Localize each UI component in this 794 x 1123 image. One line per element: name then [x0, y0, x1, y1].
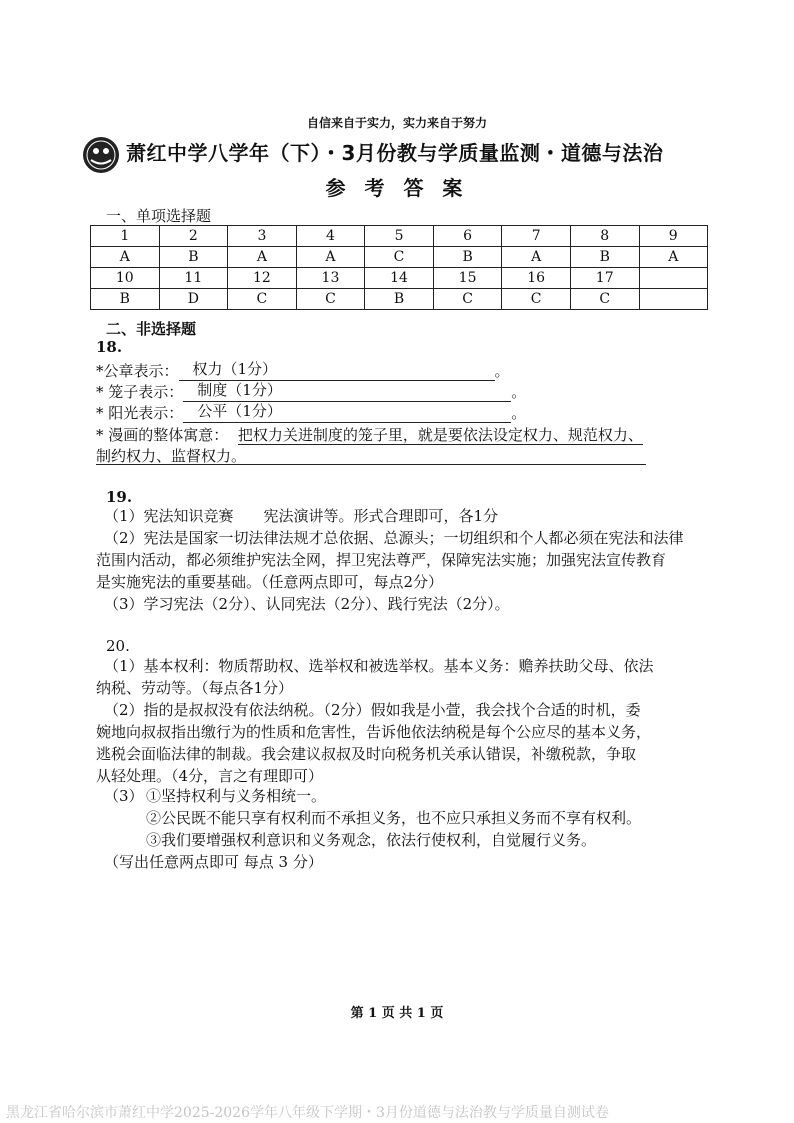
table-cell: 2 [159, 226, 228, 247]
q18-overall-line-2-row [96, 445, 646, 465]
table-cell: A [228, 247, 297, 268]
table-cell: 4 [296, 226, 365, 247]
q18-item-sunlight [96, 402, 526, 423]
q20-line: （1）基本权利：物质帮助权、选举权和被选举权。基本义务：赡养扶助父母、依法 [104, 657, 654, 675]
table-row [91, 226, 708, 247]
q19-line: 范围内活动，都必须维护宪法全网，捍卫宪法尊严，保障宪法实施；加强宪法宣传教育 [96, 551, 667, 569]
table-cell: B [91, 289, 160, 310]
q18-item-answer: 公平（1分） [197, 402, 282, 420]
q18-overall-line-2: 制约权力、监督权力。 [96, 447, 247, 465]
table-cell: 11 [159, 268, 228, 289]
q19-line: （2）宪法是国家一切法律法规才总依据、总源头；一切组织和个人都必须在宪法和法律 [104, 529, 684, 547]
q19-line: （3）学习宪法（2分）、认同宪法（2分）、践行宪法（2分）。 [104, 595, 510, 613]
table-cell: 7 [502, 226, 571, 247]
q18-item-seal [96, 360, 510, 381]
answer-blank [183, 404, 511, 423]
table-cell: C [570, 289, 639, 310]
table-cell: 8 [570, 226, 639, 247]
table-cell: 13 [296, 268, 365, 289]
table-cell: 1 [91, 226, 160, 247]
q20-part-3-label: （3） [104, 787, 144, 805]
table-cell: B [159, 247, 228, 268]
table-cell [639, 289, 708, 310]
q19-line: 是实施宪法的重要基础。（任意两点即可，每点2分） [96, 573, 444, 591]
table-cell: D [159, 289, 228, 310]
answer-table [90, 225, 708, 310]
q20-part-3-item: ①坚持权利与义务相统一。 [146, 787, 327, 805]
table-cell: A [91, 247, 160, 268]
source-watermark: 黑龙江省哈尔滨市萧红中学2025-2026学年八年级下学期・3月份道德与法治教与学质量自测试卷 [6, 1105, 609, 1121]
page-number: 第 1 页 共 1 页 [350, 1006, 444, 1021]
section-2-heading: 二、非选择题 [106, 320, 197, 338]
table-cell: 6 [433, 226, 502, 247]
q20-line: 婉地向叔叔指出缴行为的性质和危害性，告诉他依法纳税是每个公应尽的基本义务， [96, 723, 652, 741]
q20-line: 从轻处理。（4分，言之有理即可） [96, 767, 324, 785]
table-cell: 3 [228, 226, 297, 247]
q18-overall-line-1: 把权力关进制度的笼子里，就是要依法设定权力、规范权力、 [237, 426, 643, 444]
table-row [91, 247, 708, 268]
page-title: 萧红中学八学年（下）・3月份教与学质量监测・道德与法治 [126, 141, 664, 165]
table-cell: 16 [502, 268, 571, 289]
table-cell: C [296, 289, 365, 310]
table-cell: 12 [228, 268, 297, 289]
question-19-number: 19. [106, 488, 133, 506]
q18-overall-meaning [96, 424, 643, 445]
table-cell: 14 [365, 268, 434, 289]
q18-item-end: 。 [511, 383, 527, 401]
q20-line: 纳税、劳动等。（每点各1分） [96, 679, 294, 697]
table-cell: C [502, 289, 571, 310]
table-cell: 15 [433, 268, 502, 289]
q18-item-answer: 权力（1分） [192, 360, 278, 378]
q20-part-3-item: ③我们要增强权利意识和义务观念，依法行使权利，自觉履行义务。 [146, 831, 597, 849]
q19-line: （1）宪法知识竞赛 宪法演讲等。形式合理即可，各1分 [104, 507, 499, 525]
table-row [91, 289, 708, 310]
table-cell: A [502, 247, 571, 268]
table-cell: C [228, 289, 297, 310]
section-1-heading: 一、单项选择题 [106, 207, 212, 225]
table-cell: B [433, 247, 502, 268]
q18-item-end: 。 [494, 362, 510, 380]
table-cell: B [365, 289, 434, 310]
table-cell: 10 [91, 268, 160, 289]
question-18-number: 18. [96, 338, 123, 356]
table-cell [639, 268, 708, 289]
q18-item-label: * 笼子表示： [96, 383, 184, 401]
q18-item-cage [96, 381, 526, 402]
table-cell: 17 [570, 268, 639, 289]
q18-item-label: *公章表示： [96, 362, 179, 380]
q18-overall-label: * 漫画的整体寓意： [96, 426, 229, 444]
table-cell: C [433, 289, 502, 310]
table-cell: A [639, 247, 708, 268]
q18-item-end: 。 [511, 404, 527, 422]
table-row [91, 268, 708, 289]
q18-item-answer: 制度（1分） [197, 381, 282, 399]
question-20-number: 20. [106, 637, 130, 655]
q20-line: （2）指的是叔叔没有依法纳税。（2分）假如我是小萱，我会找个合适的时机，委 [104, 701, 641, 719]
table-cell: B [570, 247, 639, 268]
table-cell: C [365, 247, 434, 268]
table-cell: 5 [365, 226, 434, 247]
q20-scoring-note: （写出任意两点即可 每点 3 分） [104, 853, 323, 871]
page-subtitle: 参 考 答 案 [325, 176, 469, 200]
q20-line: 逃税会面临法律的制裁。我会建议叔叔及时向税务机关承认错误，补缴税款，争取 [96, 745, 637, 763]
school-logo-icon [82, 136, 120, 174]
table-cell: A [296, 247, 365, 268]
q18-item-label: * 阳光表示： [96, 404, 184, 422]
q20-part-3-item: ②公民既不能只享有权利而不承担义务，也不应只承担义务而不享有权利。 [146, 809, 642, 827]
motto: 自信来自于实力，实力来自于努力 [306, 116, 487, 130]
table-cell: 9 [639, 226, 708, 247]
